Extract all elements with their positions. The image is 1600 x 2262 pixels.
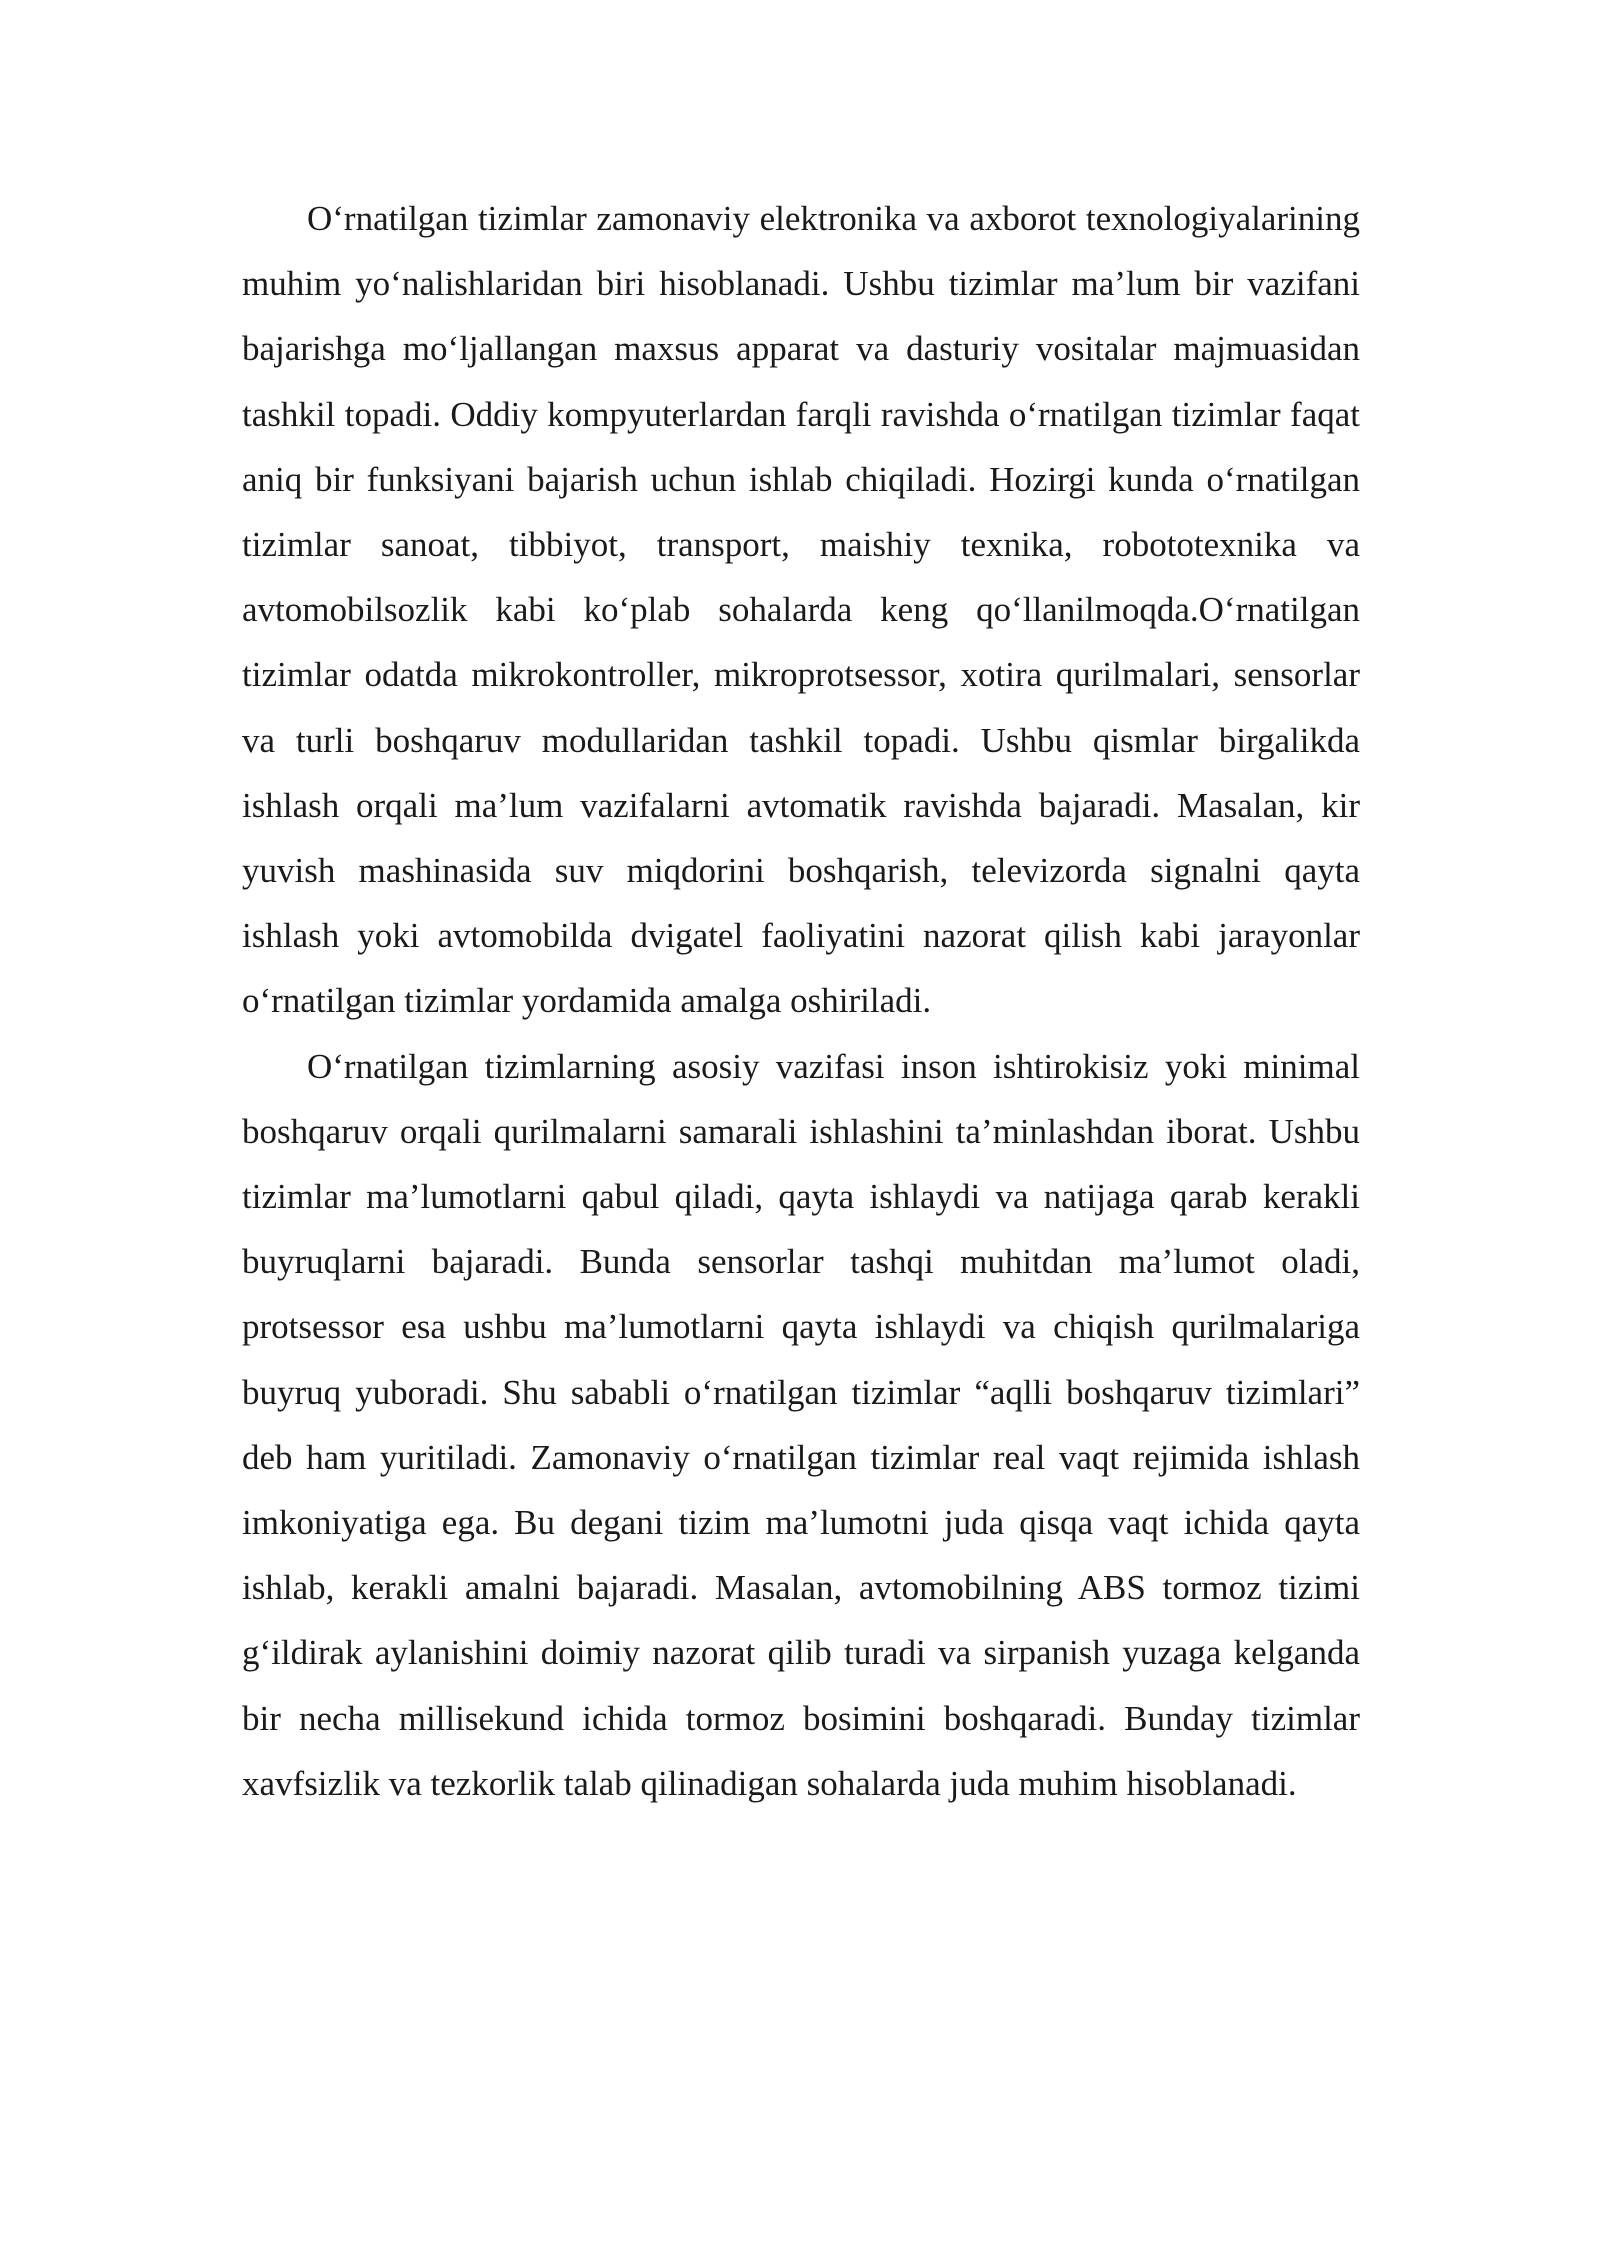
paragraph-1: O‘rnatilgan tizimlar zamonaviy elektronika va axborot texnologiyalarining muhim yo‘nalishlaridan biri hisoblanadi. Ushbu tizimlar ma’lum bir vazifani bajarishga mo‘ljallangan maxsus apparat va dasturiy vositalar majmuasidan tashkil topadi. Oddiy kompyuterlardan farqli ravishda o‘rnatilgan tizimlar faqat aniq bir funksiyani bajarish uchun ishlab chiqiladi. Hozirgi kunda o‘rnatilgan tizimlar sanoat, tibbiyot, transport, maishiy texnika, robototexnika va avtomobilsozlik kabi ko‘plab sohalarda keng qo‘llanilmoqda.O‘rnatilgan tizimlar odatda mikrokontroller, mikroprotsessor, xotira qurilmalari, sensorlar va turli boshqaruv modullaridan tashkil topadi. Ushbu qismlar birgalikda ishlash orqali ma’lum vazifalarni avtomatik ravishda bajaradi. Masalan, kir yuvish mashinasida suv miqdorini boshqarish, televizorda signalni qayta ishlash yoki avtomobilda dvigatel faoliyatini nazorat qilish kabi jarayonlar o‘rnatilgan tizimlar yordamida amalga oshiriladi. [242,199,1360,1021]
document-body [242,186,1360,1816]
paragraph-2: O‘rnatilgan tizimlarning asosiy vazifasi inson ishtirokisiz yoki minimal boshqaruv orqali qurilmalarni samarali ishlashini ta’minlashdan iborat. Ushbu tizimlar ma’lumotlarni qabul qiladi, qayta ishlaydi va natijaga qarab kerakli buyruqlarni bajaradi. Bunda sensorlar tashqi muhitdan ma’lumot oladi, protsessor esa ushbu ma’lumotlarni qayta ishlaydi va chiqish qurilmalariga buyruq yuboradi. Shu sababli o‘rnatilgan tizimlar “aqlli boshqaruv tizimlari” deb ham yuritiladi. Zamonaviy o‘rnatilgan tizimlar real vaqt rejimida ishlash imkoniyatiga ega. Bu degani tizim ma’lumotni juda qisqa vaqt ichida qayta ishlab, kerakli amalni bajaradi. Masalan, avtomobilning ABS tormoz tizimi g‘ildirak aylanishini doimiy nazorat qilib turadi va sirpanish yuzaga kelganda bir necha millisekund ichida tormoz bosimini boshqaradi. Bunday tizimlar xavfsizlik va tezkorlik talab qilinadigan sohalarda juda muhim hisoblanadi. [242,1046,1360,1803]
